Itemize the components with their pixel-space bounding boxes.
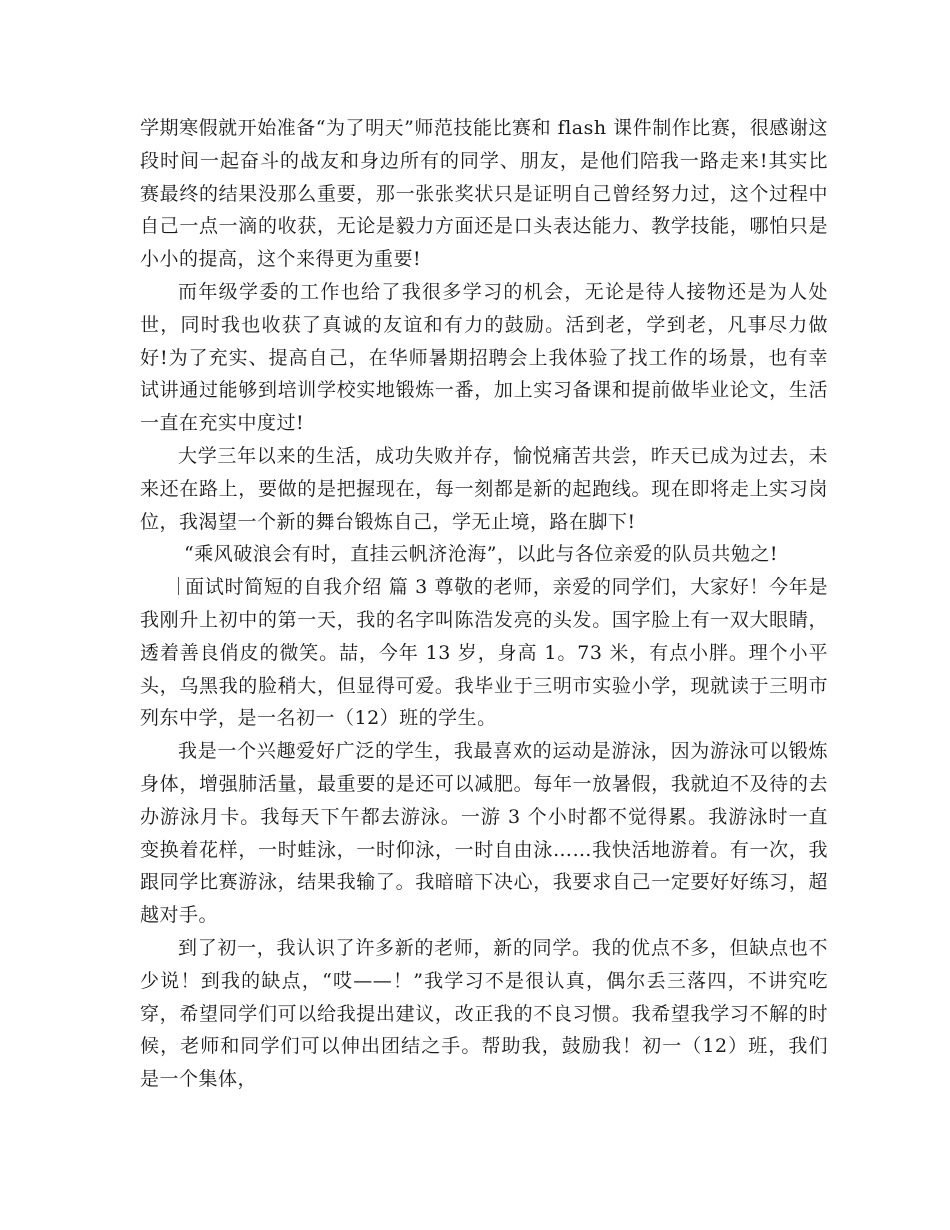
paragraph-7: 到了初一，我认识了许多新的老师，新的同学。我的优点不多，但缺点也不少说！到我的缺点，“哎——！”我学习不是很认真，偶尔丢三落四，不讲究吃穿，希望同学们可以给我提出建议，改正我的不良习惯。我希望我学习不解的时候，老师和同学们可以伸出团结之手。帮助我，鼓励我！初一（12）班，我们是一个集体，: [140, 936, 828, 1091]
paragraph-4-quote: “乘风破浪会有时，直挂云帆济沧海”，以此与各位亲爱的队员共勉之!: [184, 543, 779, 566]
text-cursor-mark: [178, 577, 179, 595]
paragraph-1: 学期寒假就开始准备“为了明天”师范技能比赛和 flash 课件制作比赛，很感谢这段时间一起奋斗的战友和身边所有的同学、朋友，是他们陪我一路走来!其实比赛最终的结果没那么重要，那一张张奖状只是证明自己曾经努力过，这个过程中自己一点一滴的收获，无论是毅力方面还是口头表达能力、教学技能，哪怕只是小小的提高，这个来得更为重要!: [140, 117, 828, 271]
document-page: [140, 112, 828, 1096]
paragraph-5-heading: [140, 571, 828, 735]
paragraph-3: 大学三年以来的生活，成功失败并存，愉悦痛苦共尝，昨天已成为过去，未来还在路上，要做的是把握现在，每一刻都是新的起跑线。现在即将走上实习岗位，我渴望一个新的舞台锻炼自己，学无止境，路在脚下!: [140, 444, 828, 533]
paragraph-5-text: 面试时简短的自我介绍 篇 3 尊敬的老师，亲爱的同学们，大家好！今年是我刚升上初中的第一天，我的名字叫陈浩发亮的头发。国字脸上有一双大眼睛，透着善良俏皮的微笑。喆，今年 13 岁，身高 1。73 米，有点小胖。理个小平头，乌黑我的脸稍大，但显得可爱。我毕业于三明市实验小学，现就读于三明市列东中学，是一名初一（12）班的学生。: [140, 576, 828, 730]
paragraph-6: 我是一个兴趣爱好广泛的学生，我最喜欢的运动是游泳，因为游泳可以锻炼身体，增强肺活量，最重要的是还可以减肥。每年一放暑假，我就迫不及待的去办游泳月卡。我每天下午都去游泳。一游 3 个小时都不觉得累。我游泳时一直变换着花样，一时蛙泳，一时仰泳，一时自由泳……我快活地游着。有一次，我跟同学比赛游泳，结果我输了。我暗暗下决心，我要求自己一定要好好练习，超越对手。: [140, 740, 828, 927]
paragraph-2: 而年级学委的工作也给了我很多学习的机会，无论是待人接物还是为人处世，同时我也收获了真诚的友谊和有力的鼓励。活到老，学到老，凡事尽力做好!为了充实、提高自己，在华师暑期招聘会上我体验了找工作的场景，也有幸试讲通过能够到培训学校实地锻炼一番，加上实习备课和提前做毕业论文，生活一直在充实中度过!: [140, 280, 828, 435]
